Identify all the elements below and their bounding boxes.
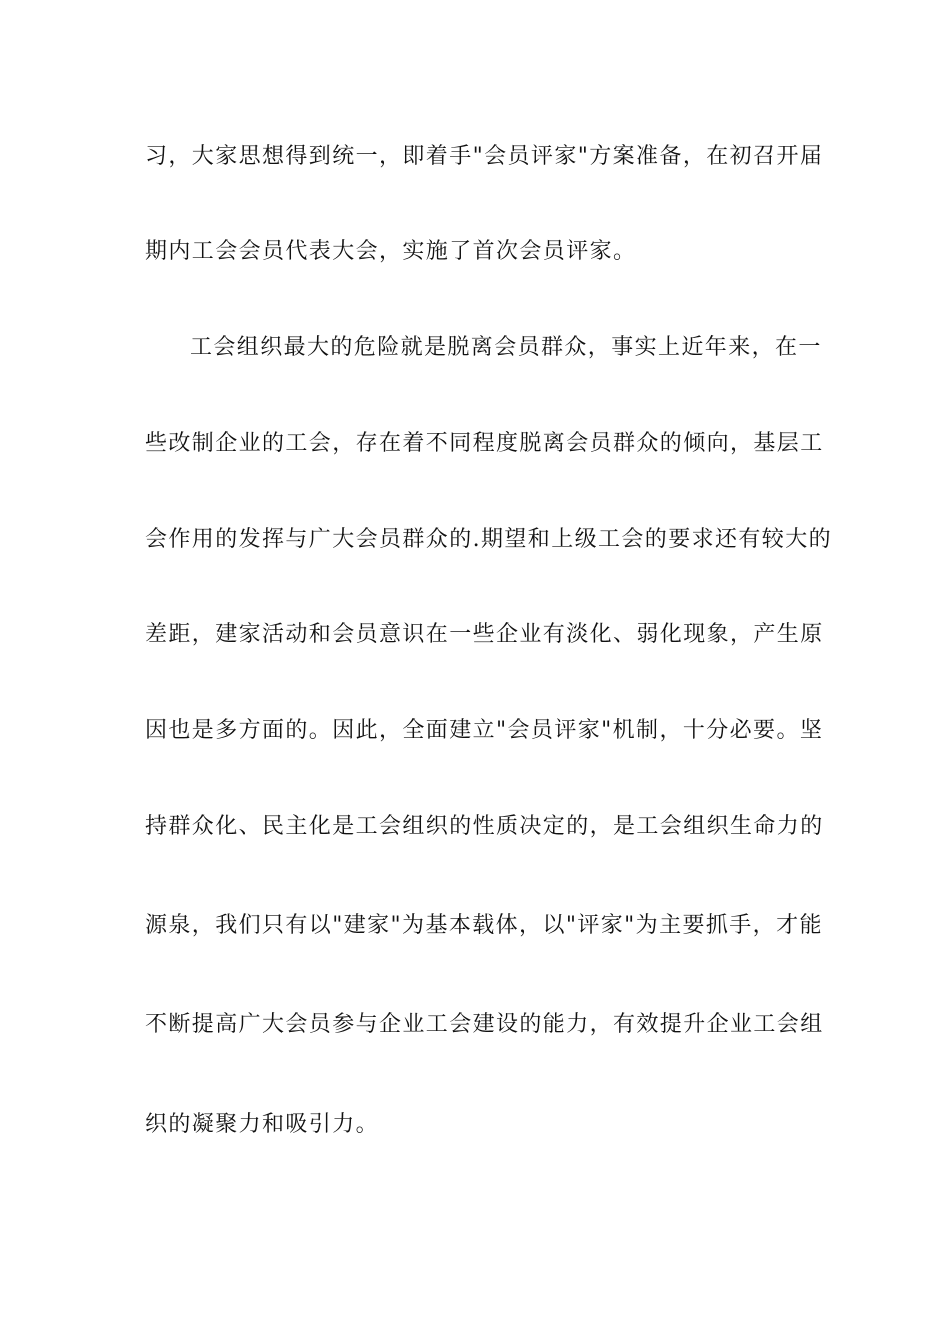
text-line: 会作用的发挥与广大会员群众的.期望和上级工会的要求还有较大的 — [145, 527, 832, 552]
text-line: 些改制企业的工会，存在着不同程度脱离会员群众的倾向，基层工 — [145, 431, 824, 456]
paragraph-start-line: 工会组织最大的危险就是脱离会员群众，事实上近年来，在一 — [190, 335, 822, 360]
text-line: 不断提高广大会员参与企业工会建设的能力，有效提升企业工会组 — [145, 1012, 824, 1037]
text-line: 持群众化、民主化是工会组织的性质决定的，是工会组织生命力的 — [145, 814, 824, 839]
text-line: 差距，建家活动和会员意识在一些企业有淡化、弱化现象，产生原 — [145, 622, 824, 647]
text-line: 期内工会会员代表大会，实施了首次会员评家。 — [145, 239, 637, 264]
text-line: 习，大家思想得到统一，即着手"会员评家"方案准备，在初召开届 — [145, 144, 824, 169]
text-line: 因也是多方面的。因此，全面建立"会员评家"机制，十分必要。坚 — [145, 718, 824, 743]
text-line: 织的凝聚力和吸引力。 — [145, 1112, 380, 1137]
text-line: 源泉，我们只有以"建家"为基本载体，以"评家"为主要抓手，才能 — [145, 913, 823, 938]
